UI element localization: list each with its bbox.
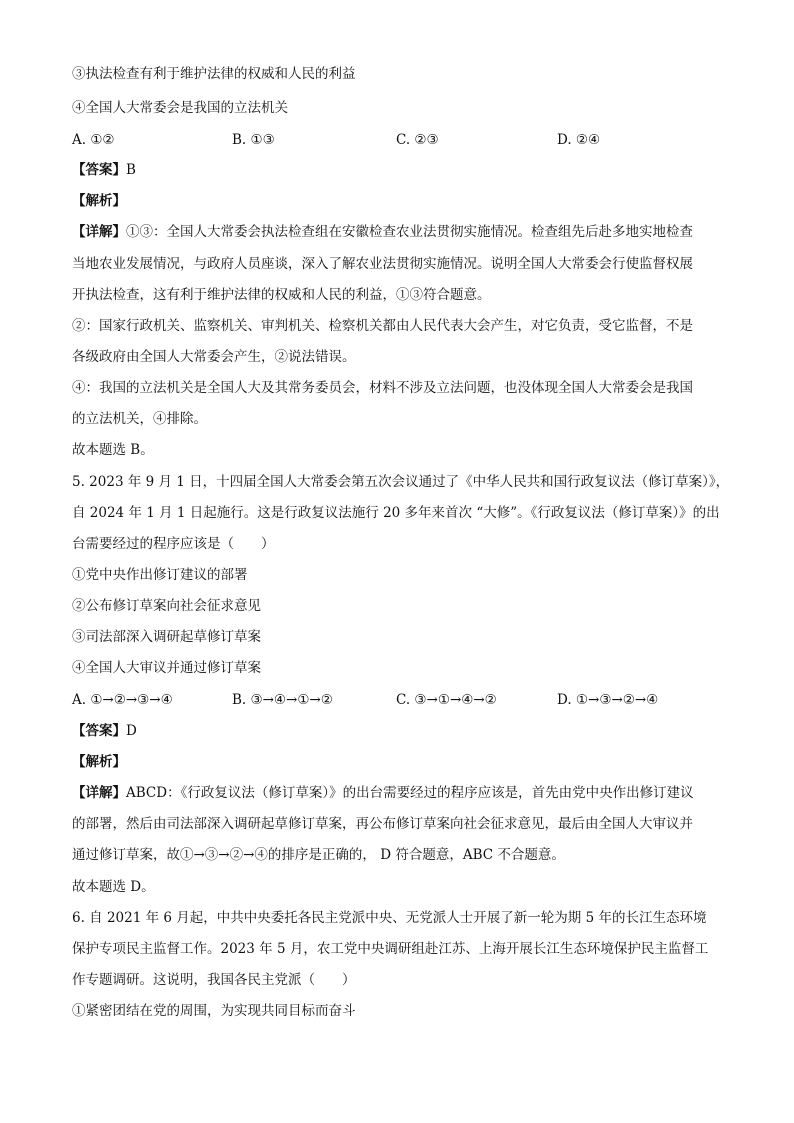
detail-tag: 【详解】 [72, 785, 126, 801]
q4-detail-line-6: ④：我国的立法机关是全国人大及其常务委员会，材料不涉及立法问题，也没体现全国人大常委会是我国 [72, 380, 693, 396]
q4-item-3: ③执法检查有利于维护法律的权威和人民的利益 [72, 66, 356, 82]
q4-detail-line-2: 当地农业发展情况，与政府人员座谈，深入了解农业法贯彻实施情况。说明全国人大常委会行使监督权展 [72, 256, 693, 272]
q4-detail-line-3: 开执法检查，这有利于维护法律的权威和人民的利益，①③符合题意。 [72, 287, 491, 303]
q4-conclusion: 故本题选 B。 [72, 442, 154, 458]
q4-detail-line-1 [72, 222, 693, 242]
answer-value: D [126, 723, 137, 739]
q4-detail-line-4: ②：国家行政机关、监察机关、审判机关、检察机关都由人民代表大会产生，对它负责，受它监督，不是 [72, 318, 693, 334]
q4-option-d: D. ②④ [557, 132, 601, 148]
q5-analysis-tag: 【解析】 [72, 754, 126, 770]
q5-detail-line-1 [72, 783, 694, 803]
q4-answer [72, 160, 136, 180]
q6-stem-line-3: 作专题调研。这说明，我国各民主党派（ ） [72, 972, 356, 988]
q5-detail-line-2: 的部署，然后由司法部深入调研起草修订草案，再公布修订草案向社会征求意见，最后由全国人大审议并 [72, 816, 693, 832]
q5-stem-line-3: 台需要经过的程序应该是（ ） [72, 536, 275, 552]
q5-answer [72, 721, 137, 741]
q5-option-d: D. ①→③→②→④ [557, 692, 659, 708]
q6-stem-line-1: 6. 自 2021 年 6 月起，中共中央委托各民主党派中央、无党派人士开展了新一轮为期 5 年的长江生态环境 [72, 910, 707, 926]
q4-option-b: B. ①③ [232, 132, 275, 148]
answer-tag: 【答案】 [72, 723, 126, 739]
q6-item-1: ①紧密团结在党的周围，为实现共同目标而奋斗 [72, 1003, 356, 1019]
q4-detail-line-5: 各级政府由全国人大常委会产生，②说法错误。 [72, 349, 356, 365]
q5-option-b: B. ③→④→①→② [232, 692, 333, 708]
q5-item-1: ①党中央作出修订建议的部署 [72, 567, 248, 583]
q5-detail-line-3: 通过修订草案，故①→③→②→④的排序是正确的， D 符合题意，ABC 不合题意。 [72, 847, 565, 863]
detail-text: ①③：全国人大常委会执法检查组在安徽检查农业法贯彻实施情况。检查组先后赴多地实地检查 [126, 224, 693, 240]
q5-item-3: ③司法部深入调研起草修订草案 [72, 629, 261, 645]
detail-tag: 【详解】 [72, 224, 126, 240]
q5-option-c: C. ③→①→④→② [396, 692, 497, 708]
q5-option-a: A. ①→②→③→④ [72, 692, 173, 708]
q4-detail-line-7: 的立法机关，④排除。 [72, 411, 207, 427]
answer-tag: 【答案】 [72, 162, 126, 178]
q5-item-2: ②公布修订草案向社会征求意见 [72, 598, 261, 614]
q4-item-4: ④全国人大常委会是我国的立法机关 [72, 100, 288, 116]
q4-analysis-tag: 【解析】 [72, 193, 126, 209]
answer-value: B [126, 162, 136, 178]
q5-stem-line-2: 自 2024 年 1 月 1 日起施行。这是行政复议法施行 20 多年来首次 “大修”。《行政复议法（修订草案）》的出 [72, 505, 720, 521]
q4-option-a: A. ①② [72, 132, 115, 148]
q6-stem-line-2: 保护专项民主监督工作。2023 年 5 月，农工党中央调研组赴江苏、上海开展长江生态环境保护民主监督工 [72, 941, 709, 957]
detail-text: ABCD：《行政复议法（修订草案）》的出台需要经过的程序应该是，首先由党中央作出修订建议 [126, 785, 694, 801]
q5-conclusion: 故本题选 D。 [72, 879, 155, 895]
q5-item-4: ④全国人大审议并通过修订草案 [72, 660, 261, 676]
q5-stem-line-1: 5. 2023 年 9 月 1 日，十四届全国人大常委会第五次会议通过了《中华人民共和国行政复议法（修订草案）》， [72, 474, 730, 490]
q4-option-c: C. ②③ [396, 132, 439, 148]
